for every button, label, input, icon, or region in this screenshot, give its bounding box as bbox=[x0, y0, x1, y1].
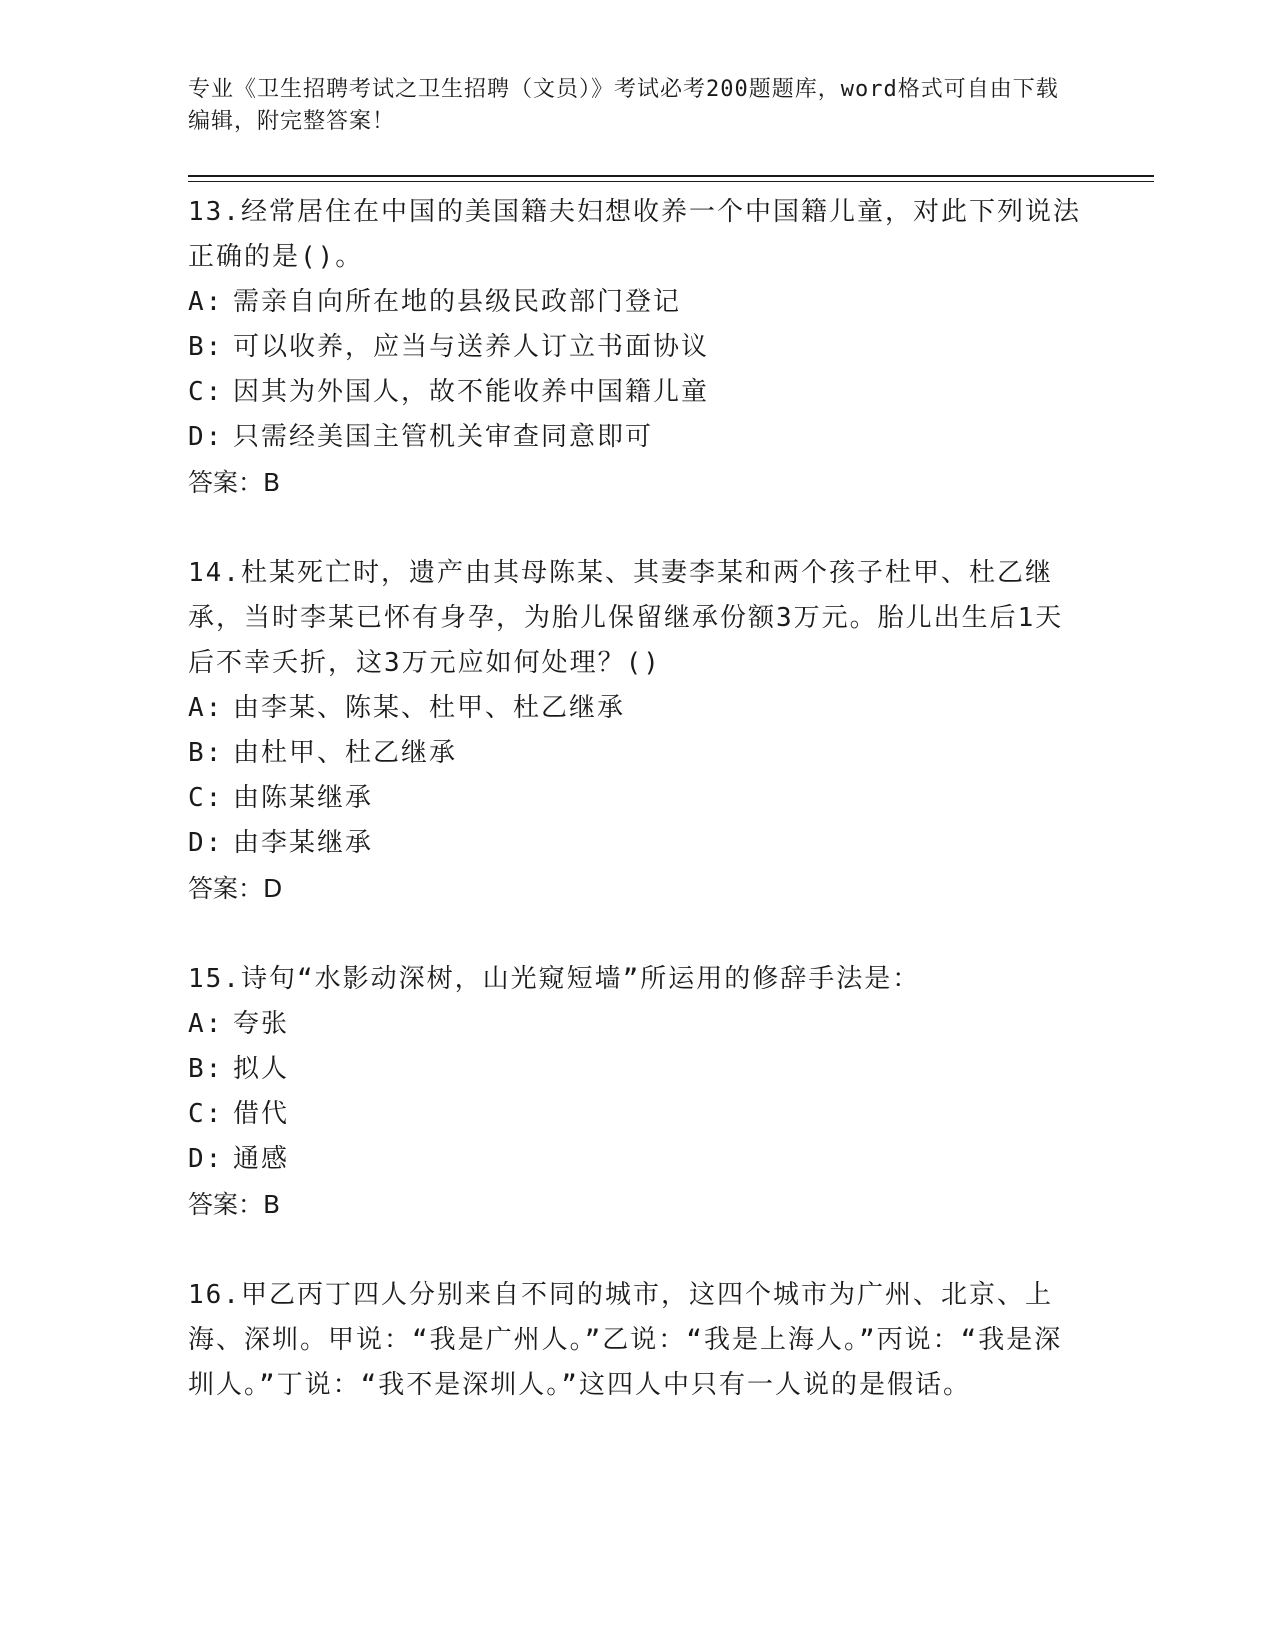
option-text: 通感 bbox=[233, 1144, 290, 1174]
option-letter: C: bbox=[188, 377, 224, 407]
question-13 bbox=[188, 190, 1088, 505]
option-d bbox=[188, 1137, 1088, 1182]
option-c bbox=[188, 1092, 1088, 1137]
option-text: 需亲自向所在地的县级民政部门登记 bbox=[233, 287, 682, 317]
option-letter: C: bbox=[188, 783, 224, 813]
question-text: 15.诗句“水影动深树，山光窥短墙”所运用的修辞手法是： bbox=[188, 964, 921, 994]
header-rule-thin bbox=[188, 181, 1154, 182]
option-b bbox=[188, 325, 1088, 370]
option-b bbox=[188, 731, 1088, 776]
option-b bbox=[188, 1047, 1088, 1092]
document-header: 专业《卫生招聘考试之卫生招聘（文员）》考试必考200题题库，word格式可自由下载编辑，附完整答案！ bbox=[188, 77, 1059, 134]
question-text: 14.杜某死亡时，遗产由其母陈某、其妻李某和两个孩子杜甲、杜乙继承，当时李某已怀有身孕，为胎儿保留继承份额3万元。胎儿出生后1天后不幸夭折，这3万元应如何处理？() bbox=[188, 558, 1064, 678]
option-letter: B: bbox=[188, 332, 224, 362]
option-text: 由陈某继承 bbox=[233, 783, 374, 813]
question-15 bbox=[188, 957, 1088, 1227]
option-text: 由杜甲、杜乙继承 bbox=[233, 738, 458, 768]
option-text: 只需经美国主管机关审查同意即可 bbox=[233, 422, 654, 452]
option-text: 夸张 bbox=[233, 1009, 290, 1039]
option-letter: D: bbox=[188, 1144, 224, 1174]
option-a bbox=[188, 686, 1088, 731]
option-letter: B: bbox=[188, 1054, 224, 1084]
option-letter: A: bbox=[188, 1009, 224, 1039]
option-d bbox=[188, 415, 1088, 460]
option-text: 因其为外国人，故不能收养中国籍儿童 bbox=[233, 377, 710, 407]
questions-list bbox=[188, 190, 1088, 1454]
option-text: 借代 bbox=[233, 1099, 290, 1129]
option-letter: A: bbox=[188, 693, 224, 723]
option-letter: A: bbox=[188, 287, 224, 317]
option-a bbox=[188, 280, 1088, 325]
question-text: 16.甲乙丙丁四人分别来自不同的城市，这四个城市为广州、北京、上海、深圳。甲说：“我是广州人。”乙说：“我是上海人。”丙说：“我是深圳人。”丁说：“我不是深圳人。”这四人中只有一人说的是假话。 bbox=[188, 1280, 1063, 1400]
answer: 答案：D bbox=[188, 874, 283, 903]
question-14 bbox=[188, 551, 1088, 911]
question-16 bbox=[188, 1273, 1088, 1408]
option-text: 由李某、陈某、杜甲、杜乙继承 bbox=[233, 693, 626, 723]
option-d bbox=[188, 821, 1088, 866]
option-letter: D: bbox=[188, 422, 224, 452]
option-letter: D: bbox=[188, 828, 224, 858]
header-rule-thick bbox=[188, 175, 1154, 177]
option-text: 拟人 bbox=[233, 1054, 290, 1084]
option-text: 由李某继承 bbox=[233, 828, 374, 858]
answer: 答案：B bbox=[188, 468, 281, 497]
question-text: 13.经常居住在中国的美国籍夫妇想收养一个中国籍儿童，对此下列说法正确的是()。 bbox=[188, 197, 1081, 272]
option-a bbox=[188, 1002, 1088, 1047]
option-c bbox=[188, 370, 1088, 415]
option-letter: C: bbox=[188, 1099, 224, 1129]
option-c bbox=[188, 776, 1088, 821]
answer: 答案：B bbox=[188, 1190, 281, 1219]
option-letter: B: bbox=[188, 738, 224, 768]
option-text: 可以收养，应当与送养人订立书面协议 bbox=[233, 332, 710, 362]
